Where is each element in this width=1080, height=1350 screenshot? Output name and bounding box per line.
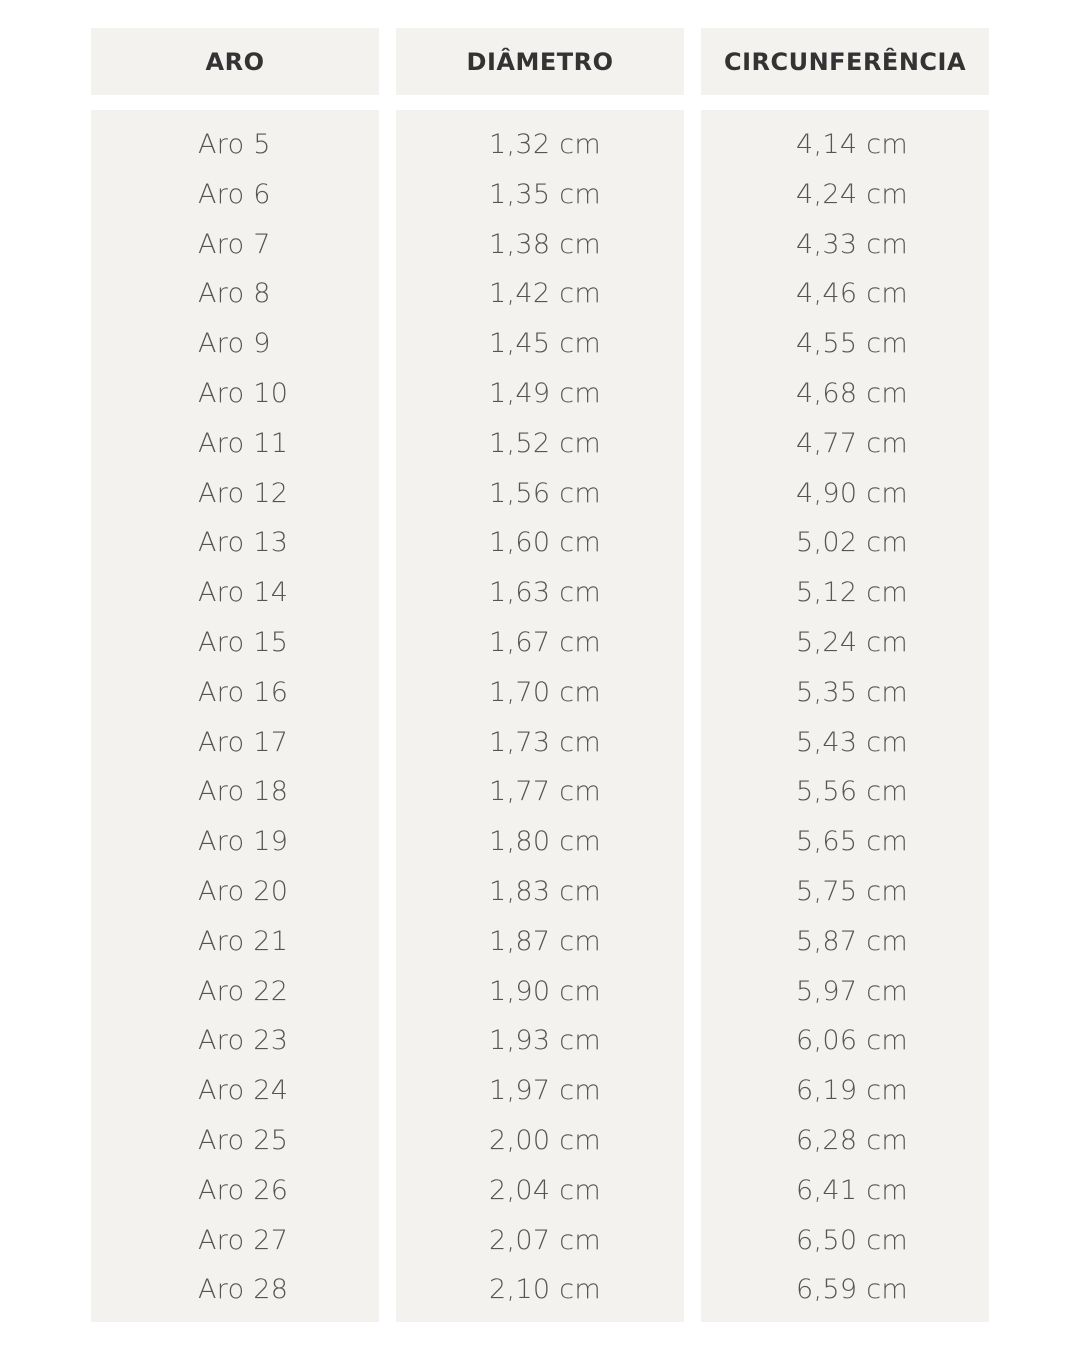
table-cell-aro: Aro 25 xyxy=(198,1125,289,1156)
table-cell-circunferencia: 6,28 cm xyxy=(796,1125,908,1156)
table-cell-aro: Aro 23 xyxy=(198,1025,289,1057)
table-cell-diametro: 1,67 cm xyxy=(489,627,601,658)
table-cell-aro: Aro 19 xyxy=(198,826,289,858)
table-cell-aro: Aro 5 xyxy=(198,129,271,160)
table-cell-aro: Aro 9 xyxy=(198,328,271,360)
table-cell-circunferencia: 4,90 cm xyxy=(796,477,908,509)
table-cell-diametro: 1,77 cm xyxy=(489,776,601,808)
table-cell-aro: Aro 28 xyxy=(198,1274,289,1306)
table-cell-circunferencia: 6,59 cm xyxy=(796,1274,908,1306)
table-cell-aro: Aro 12 xyxy=(198,477,289,509)
table-cell-circunferencia: 4,24 cm xyxy=(796,178,908,210)
table-cell-diametro: 1,93 cm xyxy=(489,1025,601,1057)
table-cell-aro: Aro 8 xyxy=(198,278,271,310)
table-cell-aro: Aro 18 xyxy=(198,776,289,808)
table-cell-circunferencia: 5,24 cm xyxy=(796,627,908,658)
header-circunferencia: CIRCUNFERÊNCIA xyxy=(701,28,989,95)
table-cell-diametro: 1,45 cm xyxy=(489,328,601,360)
table-cell-diametro: 1,49 cm xyxy=(489,378,601,409)
table-cell-diametro: 1,60 cm xyxy=(489,527,601,559)
header-aro: ARO xyxy=(91,28,379,95)
table-cell-circunferencia: 5,43 cm xyxy=(796,726,908,758)
table-cell-circunferencia: 5,75 cm xyxy=(796,876,908,907)
table-cell-aro: Aro 24 xyxy=(198,1075,289,1107)
table-cell-aro: Aro 17 xyxy=(198,726,289,758)
table-cell-circunferencia: 6,41 cm xyxy=(796,1174,908,1206)
table-cell-circunferencia: 4,55 cm xyxy=(796,328,908,360)
column-diametro xyxy=(396,110,684,1322)
table-cell-circunferencia: 6,19 cm xyxy=(796,1075,908,1107)
table-cell-circunferencia: 5,35 cm xyxy=(796,676,908,708)
table-cell-diametro: 2,00 cm xyxy=(489,1125,601,1156)
table-cell-diametro: 1,73 cm xyxy=(489,726,601,758)
table-cell-aro: Aro 27 xyxy=(198,1224,289,1256)
table-cell-aro: Aro 7 xyxy=(198,228,271,260)
table-cell-aro: Aro 6 xyxy=(198,178,271,210)
table-cell-diametro: 1,97 cm xyxy=(489,1075,601,1107)
table-cell-diametro: 1,87 cm xyxy=(489,925,601,957)
table-cell-aro: Aro 22 xyxy=(198,975,289,1007)
table-cell-aro: Aro 10 xyxy=(198,378,289,409)
table-cell-diametro: 1,63 cm xyxy=(489,577,601,609)
table-cell-aro: Aro 13 xyxy=(198,527,289,559)
table-cell-aro: Aro 15 xyxy=(198,627,289,658)
table-cell-diametro: 1,83 cm xyxy=(489,876,601,907)
table-cell-circunferencia: 6,06 cm xyxy=(796,1025,908,1057)
table-cell-aro: Aro 14 xyxy=(198,577,289,609)
header-diametro: DIÂMETRO xyxy=(396,28,684,95)
table-cell-circunferencia: 5,56 cm xyxy=(796,776,908,808)
table-cell-diametro: 1,70 cm xyxy=(489,676,601,708)
table-cell-circunferencia: 4,33 cm xyxy=(796,228,908,260)
column-aro xyxy=(91,110,379,1322)
table-cell-diametro: 1,42 cm xyxy=(489,278,601,310)
table-cell-diametro: 2,07 cm xyxy=(489,1224,601,1256)
table-cell-diametro: 2,04 cm xyxy=(489,1174,601,1206)
column-circunferencia xyxy=(701,110,989,1322)
table-cell-aro: Aro 26 xyxy=(198,1174,289,1206)
table-cell-aro: Aro 21 xyxy=(198,925,289,957)
table-cell-circunferencia: 5,02 cm xyxy=(796,527,908,559)
table-cell-aro: Aro 11 xyxy=(198,427,289,459)
table-cell-diametro: 1,80 cm xyxy=(489,826,601,858)
table-cell-aro: Aro 16 xyxy=(198,676,289,708)
table-cell-circunferencia: 4,68 cm xyxy=(796,378,908,409)
table-cell-circunferencia: 5,87 cm xyxy=(796,925,908,957)
table-cell-diametro: 2,10 cm xyxy=(489,1274,601,1306)
table-cell-aro: Aro 20 xyxy=(198,876,289,907)
table-cell-circunferencia: 4,14 cm xyxy=(796,129,908,160)
table-cell-diametro: 1,35 cm xyxy=(489,178,601,210)
table-cell-circunferencia: 4,46 cm xyxy=(796,278,908,310)
table-cell-circunferencia: 4,77 cm xyxy=(796,427,908,459)
table-cell-diametro: 1,52 cm xyxy=(489,427,601,459)
table-cell-circunferencia: 5,97 cm xyxy=(796,975,908,1007)
table-cell-diametro: 1,56 cm xyxy=(489,477,601,509)
table-cell-diametro: 1,32 cm xyxy=(489,129,601,160)
table-cell-circunferencia: 6,50 cm xyxy=(796,1224,908,1256)
table-cell-diametro: 1,38 cm xyxy=(489,228,601,260)
table-cell-circunferencia: 5,12 cm xyxy=(796,577,908,609)
table-cell-diametro: 1,90 cm xyxy=(489,975,601,1007)
table-cell-circunferencia: 5,65 cm xyxy=(796,826,908,858)
